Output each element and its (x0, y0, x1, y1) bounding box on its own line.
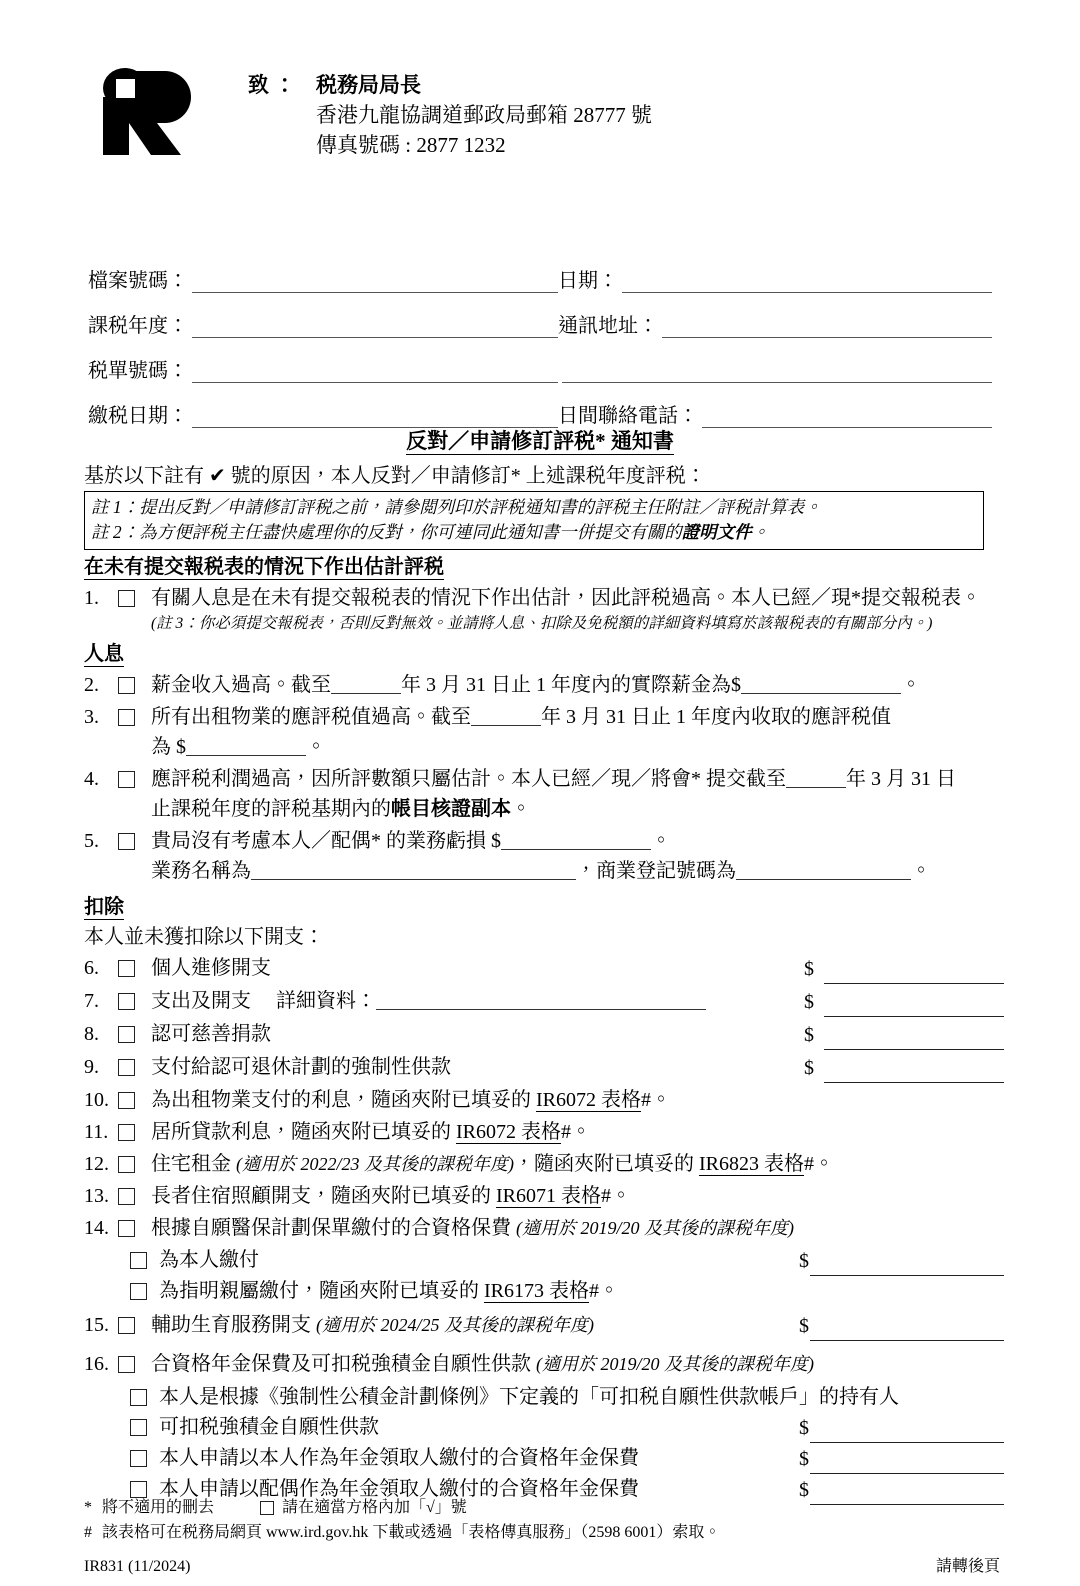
year-of-assessment-input[interactable] (192, 317, 558, 338)
item-13-post: #。 (601, 1185, 631, 1207)
footer-tick-text: 請在適當方格內加「√」號 (282, 1499, 467, 1516)
item-13-form-name: IR6071 表格 (496, 1185, 601, 1207)
item-8-amount-input[interactable] (824, 1027, 1004, 1050)
item-14-sub-2-form-name: IR6173 表格 (484, 1280, 589, 1302)
item-15-label (151, 1310, 799, 1340)
item-14-applicability: (適用於 2019/20 及其後的課税年度) (516, 1218, 794, 1238)
item-7-detail-label: 詳細資料： (276, 990, 376, 1012)
postal-address-label: 通訊地址： (558, 315, 658, 337)
item-2-checkbox[interactable] (118, 677, 135, 694)
field-file-no[interactable] (88, 270, 558, 293)
item-12-post: #。 (804, 1153, 834, 1175)
item-4-checkbox[interactable] (118, 771, 135, 788)
item-5-part2: 。 (651, 830, 671, 852)
item-11-number: 11. (84, 1121, 109, 1143)
item-4[interactable] (84, 764, 1004, 824)
date-label: 日期： (558, 270, 618, 292)
item-3-amount-input[interactable] (186, 737, 306, 756)
item-12-mid: ，隨函夾附已填妥的 (514, 1153, 699, 1175)
item-14-sub-1-amount-input[interactable] (810, 1253, 1004, 1276)
item-1-main: 有關人息是在未有提交報税表的情況下作出估計，因此評税過高。本人已經／現*提交報税表。 (151, 587, 981, 609)
item-7-amount-input[interactable] (824, 994, 1004, 1017)
footer-asterisk-line (84, 1495, 1000, 1520)
item-12-label (151, 1149, 1004, 1179)
item-15-applicability: (適用於 2024/25 及其後的課税年度) (316, 1315, 594, 1335)
item-5-text (151, 826, 1004, 886)
item-3-part4: 。 (306, 736, 326, 758)
item-15-amount-input[interactable] (810, 1318, 1004, 1341)
item-15-number: 15. (84, 1314, 109, 1336)
item-15-checkbox[interactable] (118, 1317, 135, 1334)
field-date[interactable] (558, 270, 992, 293)
item-10-post: #。 (641, 1089, 671, 1111)
field-postal-address[interactable] (558, 315, 992, 338)
item-11-pre: 居所貸款利息，隨函夾附已填妥的 (151, 1121, 456, 1143)
item-3-checkbox[interactable] (118, 709, 135, 726)
item-14-pre: 根據自願醫保計劃保單繳付的合資格保費 (151, 1217, 516, 1239)
item-5-part5: 。 (911, 860, 931, 882)
deduction-lead-text: 本人並未獲扣除以下開支： (84, 926, 324, 948)
item-5-loss-input[interactable] (501, 831, 651, 850)
item-10[interactable] (84, 1085, 1004, 1115)
item-8-dollar-sign: $ (804, 1024, 814, 1046)
item-13-number: 13. (84, 1185, 109, 1207)
item-13-checkbox[interactable] (118, 1188, 135, 1205)
addressee-name: 税務局局長 (316, 73, 421, 97)
item-1-text (151, 583, 1004, 635)
item-15-dollar-sign: $ (799, 1315, 809, 1337)
item-14-sub-1-checkbox[interactable] (130, 1252, 147, 1269)
item-7-number: 7. (84, 990, 99, 1012)
item-6-label: 個人進修開支 (151, 957, 271, 979)
file-no-label: 檔案號碼： (88, 270, 188, 292)
item-12-checkbox[interactable] (118, 1156, 135, 1173)
notes-box (84, 491, 984, 550)
date-input[interactable] (622, 272, 992, 293)
item-14-sub-2-pre: 為指明親屬繳付，隨函夾附已填妥的 (159, 1280, 484, 1302)
addressee-address: 香港九龍協調道郵政局郵箱 28777 號 (316, 103, 652, 127)
item-16-applicability: (適用於 2019/20 及其後的課税年度) (536, 1354, 814, 1374)
item-14-sub-1-dollar-sign: $ (799, 1250, 809, 1272)
footer-sample-checkbox (260, 1501, 274, 1515)
item-9-label: 支付給認可退休計劃的強制性供款 (151, 1056, 451, 1078)
item-1-checkbox[interactable] (118, 590, 135, 607)
item-4-emphasis: 帳目核證副本 (391, 798, 511, 820)
item-3[interactable] (84, 702, 1004, 762)
item-16-pre: 合資格年金保費及可扣税強積金自願性供款 (151, 1353, 536, 1375)
note-2-part1: 註 2：為方便評税主任盡快處理你的反對，你可連同此通知書一併提交有關的 (91, 522, 682, 542)
item-13-label (151, 1181, 1004, 1211)
item-4-text (151, 764, 1004, 824)
item-7-label (151, 986, 804, 1016)
item-14-sub-2-post: #。 (589, 1280, 619, 1302)
item-3-part2: 年 3 月 31 日止 1 年度內收取的應評税值 (541, 706, 891, 728)
item-7-title: 支出及開支 (151, 990, 251, 1012)
item-13[interactable] (84, 1181, 1004, 1211)
item-9[interactable] (84, 1052, 1004, 1083)
letterhead (0, 58, 1080, 178)
item-2-part1: 薪金收入過高。截至 (151, 674, 331, 696)
footer-bottom-row (84, 1554, 1000, 1579)
item-2-text (151, 670, 1004, 700)
section-heading-estimated (84, 550, 1004, 579)
item-3-text (151, 702, 1004, 762)
postal-address-input[interactable] (662, 317, 992, 338)
item-12-form-name: IR6823 表格 (699, 1153, 804, 1175)
item-14-sub-1-money[interactable] (799, 1245, 1004, 1276)
item-16-sub-2-money[interactable] (799, 1412, 1004, 1443)
footer-asterisk-mark: * (84, 1499, 92, 1516)
item-6-checkbox[interactable] (118, 960, 135, 977)
item-4-part5: 。 (511, 798, 531, 820)
section-heading-estimated-text: 在未有提交報税表的情況下作出估計評税 (84, 556, 444, 578)
ird-logo-icon (95, 63, 195, 155)
page-footer (84, 1495, 1000, 1579)
footer-hash-mark: # (84, 1524, 92, 1541)
item-1-number: 1. (84, 587, 99, 609)
item-16-sub-1[interactable] (84, 1382, 1004, 1412)
item-16-sub-3-dollar-sign: $ (799, 1448, 809, 1470)
item-5[interactable] (84, 826, 1004, 886)
field-charge-no[interactable] (88, 360, 558, 383)
item-4-part3: 止課税年度的評税基期內的 (151, 798, 391, 820)
item-10-label (151, 1085, 1004, 1115)
item-14[interactable] (84, 1213, 1004, 1243)
section-heading-deduction-text: 扣除 (84, 896, 124, 918)
item-6[interactable] (84, 953, 1004, 984)
page-title-text: 反對／申請修訂評税* 通知書 (406, 429, 674, 453)
item-16-sub-3-checkbox[interactable] (130, 1450, 147, 1467)
item-15-money[interactable] (799, 1310, 1004, 1341)
item-14-label (151, 1213, 1004, 1243)
item-15[interactable] (84, 1310, 1004, 1341)
footer-hash-line (84, 1520, 1000, 1545)
item-2-amount-input[interactable] (741, 675, 901, 694)
item-12-number: 12. (84, 1153, 109, 1175)
item-16-sub-2-dollar-sign: $ (799, 1417, 809, 1439)
addressee-fax: 傳真號碼 : 2877 1232 (316, 133, 506, 157)
item-16-sub-4-label: 本人申請以配偶作為年金領取人繳付的合資格年金保費 (159, 1478, 639, 1500)
intro-statement: 基於以下註有 ✔ 號的原因，本人反對／申請修訂* 上述課税年度評税： (84, 465, 706, 487)
item-14-sub-2-checkbox[interactable] (130, 1283, 147, 1300)
addressee-block (248, 70, 652, 160)
item-9-money[interactable] (804, 1052, 1004, 1083)
item-10-pre: 為出租物業支付的利息，隨函夾附已填妥的 (151, 1089, 536, 1111)
item-15-pre: 輔助生育服務開支 (151, 1314, 316, 1336)
charge-no-label: 税單號碼： (88, 360, 188, 382)
item-5-checkbox[interactable] (118, 833, 135, 850)
item-10-checkbox[interactable] (118, 1092, 135, 1109)
footer-hash-text: 該表格可在税務局網頁 www.ird.gov.hk 下載或透過「表格傳真服務」（2598 6001）索取。 (102, 1524, 721, 1541)
item-5-number: 5. (84, 830, 99, 852)
field-year-of-assessment[interactable] (88, 315, 558, 338)
year-of-assessment-label: 課税年度： (88, 315, 188, 337)
item-13-pre: 長者住宿照顧開支，隨函夾附已填妥的 (151, 1185, 496, 1207)
item-2-part2: 年 3 月 31 日止 1 年度內的實際薪金為$ (401, 674, 741, 696)
section-heading-income (84, 637, 1004, 666)
item-7-dollar-sign: $ (804, 991, 814, 1013)
postal-address-input-line2[interactable] (562, 362, 992, 383)
page-title (0, 425, 1080, 455)
section-heading-deduction (84, 890, 1004, 919)
section-heading-income-text: 人息 (84, 643, 124, 665)
note-2-part3: 。 (751, 522, 770, 542)
item-7-money[interactable] (804, 986, 1004, 1017)
item-6-dollar-sign: $ (804, 958, 814, 980)
note-2 (91, 520, 977, 545)
item-16-number: 16. (84, 1353, 109, 1375)
item-5-part1: 貴局沒有考慮本人／配偶* 的業務虧損 $ (151, 830, 501, 852)
item-14-sub-2[interactable] (84, 1276, 1004, 1306)
form-fields-grid (88, 248, 992, 428)
item-4-part1: 應評税利潤過高，因所評數額只屬估計。本人已經／現／將會* 提交截至 (151, 768, 786, 790)
item-2-part3: 。 (901, 674, 921, 696)
item-5-part3: 業務名稱為 (151, 860, 251, 882)
item-8[interactable] (84, 1019, 1004, 1050)
item-14-sub-2-label (159, 1276, 1004, 1306)
item-1-note3: (註 3：你必須提交報税表，否則反對無效。並請將人息、扣除及免税額的詳細資料填寫於該報税表的有關部分內。) (151, 615, 933, 632)
field-row-3 (88, 338, 992, 383)
item-7[interactable] (84, 986, 1004, 1017)
item-16-sub-2-checkbox[interactable] (130, 1419, 147, 1436)
item-16-sub-2-label: 可扣税強積金自願性供款 (159, 1416, 379, 1438)
item-16-sub-2[interactable] (84, 1412, 1004, 1443)
item-3-year-input[interactable] (471, 707, 541, 726)
item-3-part3: 為 $ (151, 736, 186, 758)
item-11-checkbox[interactable] (118, 1124, 135, 1141)
field-row-4 (88, 383, 992, 428)
item-10-form-name: IR6072 表格 (536, 1089, 641, 1111)
item-16-sub-3-amount-input[interactable] (810, 1451, 1004, 1474)
item-6-number: 6. (84, 957, 99, 979)
item-16-sub-1-checkbox[interactable] (130, 1389, 147, 1406)
item-8-number: 8. (84, 1023, 99, 1045)
item-9-checkbox[interactable] (118, 1059, 135, 1076)
item-8-label: 認可慈善捐款 (151, 1023, 271, 1045)
item-6-amount-input[interactable] (824, 961, 1004, 984)
charge-no-input[interactable] (192, 362, 558, 383)
item-14-sub-1-label: 為本人繳付 (159, 1249, 259, 1271)
item-9-number: 9. (84, 1056, 99, 1078)
item-11-form-name: IR6072 表格 (456, 1121, 561, 1143)
item-14-sub-1[interactable] (84, 1245, 1004, 1276)
turn-over-label: 請轉後頁 (935, 1558, 1000, 1575)
item-11[interactable] (84, 1117, 1004, 1147)
item-8-money[interactable] (804, 1019, 1004, 1050)
item-7-detail-input[interactable] (376, 991, 706, 1010)
item-16-sub-3[interactable] (84, 1443, 1004, 1474)
field-row-1 (88, 248, 992, 293)
item-12-applicability: (適用於 2022/23 及其後的課税年度) (236, 1154, 514, 1174)
payment-date-label: 繳税日期： (88, 405, 188, 427)
form-id: IR831 (11/2024) (84, 1558, 191, 1575)
item-4-part2: 年 3 月 31 日 (846, 768, 956, 790)
item-16-label (151, 1349, 1004, 1379)
file-no-input[interactable] (192, 272, 558, 293)
item-16-sub-4-dollar-sign: $ (799, 1479, 809, 1501)
daytime-phone-label: 日間聯絡電話： (558, 405, 698, 427)
item-2-year-input[interactable] (331, 675, 401, 694)
item-16-sub-3-label: 本人申請以本人作為年金領取人繳付的合資格年金保費 (159, 1447, 639, 1469)
field-postal-address-line2[interactable] (558, 362, 992, 383)
item-4-year-input[interactable] (786, 769, 846, 788)
field-row-2 (88, 293, 992, 338)
item-3-part1: 所有出租物業的應評税值過高。截至 (151, 706, 471, 728)
item-12-pre: 住宅租金 (151, 1153, 236, 1175)
item-14-number: 14. (84, 1217, 109, 1239)
item-2[interactable] (84, 670, 1004, 700)
item-16-sub-3-money[interactable] (799, 1443, 1004, 1474)
item-5-business-name-input[interactable] (251, 861, 576, 880)
item-14-checkbox[interactable] (118, 1220, 135, 1237)
item-10-number: 10. (84, 1089, 109, 1111)
item-16-checkbox[interactable] (118, 1356, 135, 1373)
item-8-checkbox[interactable] (118, 1026, 135, 1043)
item-4-number: 4. (84, 768, 99, 790)
form-body (84, 550, 1004, 1505)
form-page (0, 58, 1080, 1586)
item-12[interactable] (84, 1149, 1004, 1179)
item-5-br-number-input[interactable] (736, 861, 911, 880)
item-16[interactable] (84, 1349, 1004, 1379)
item-2-number: 2. (84, 674, 99, 696)
footer-asterisk-text: 將不適用的刪去 (102, 1499, 215, 1516)
item-11-label (151, 1117, 1004, 1147)
item-3-number: 3. (84, 706, 99, 728)
item-1[interactable] (84, 583, 1004, 635)
item-6-money[interactable] (804, 953, 1004, 984)
to-label: 致 ： (248, 73, 296, 97)
item-5-part4: ，商業登記號碼為 (576, 860, 736, 882)
item-16-sub-1-label: 本人是根據《強制性公積金計劃條例》下定義的「可扣税自願性供款帳戶」的持有人 (159, 1386, 899, 1408)
note-2-emphasis: 證明文件 (681, 522, 752, 542)
item-9-dollar-sign: $ (804, 1057, 814, 1079)
item-7-checkbox[interactable] (118, 993, 135, 1010)
note-1: 註 1：提出反對／申請修訂評税之前，請參閲列印於評税通知書的評税主任附註／評税計算表。 (91, 497, 822, 517)
item-9-amount-input[interactable] (824, 1060, 1004, 1083)
item-16-sub-2-amount-input[interactable] (810, 1420, 1004, 1443)
item-11-post: #。 (561, 1121, 591, 1143)
